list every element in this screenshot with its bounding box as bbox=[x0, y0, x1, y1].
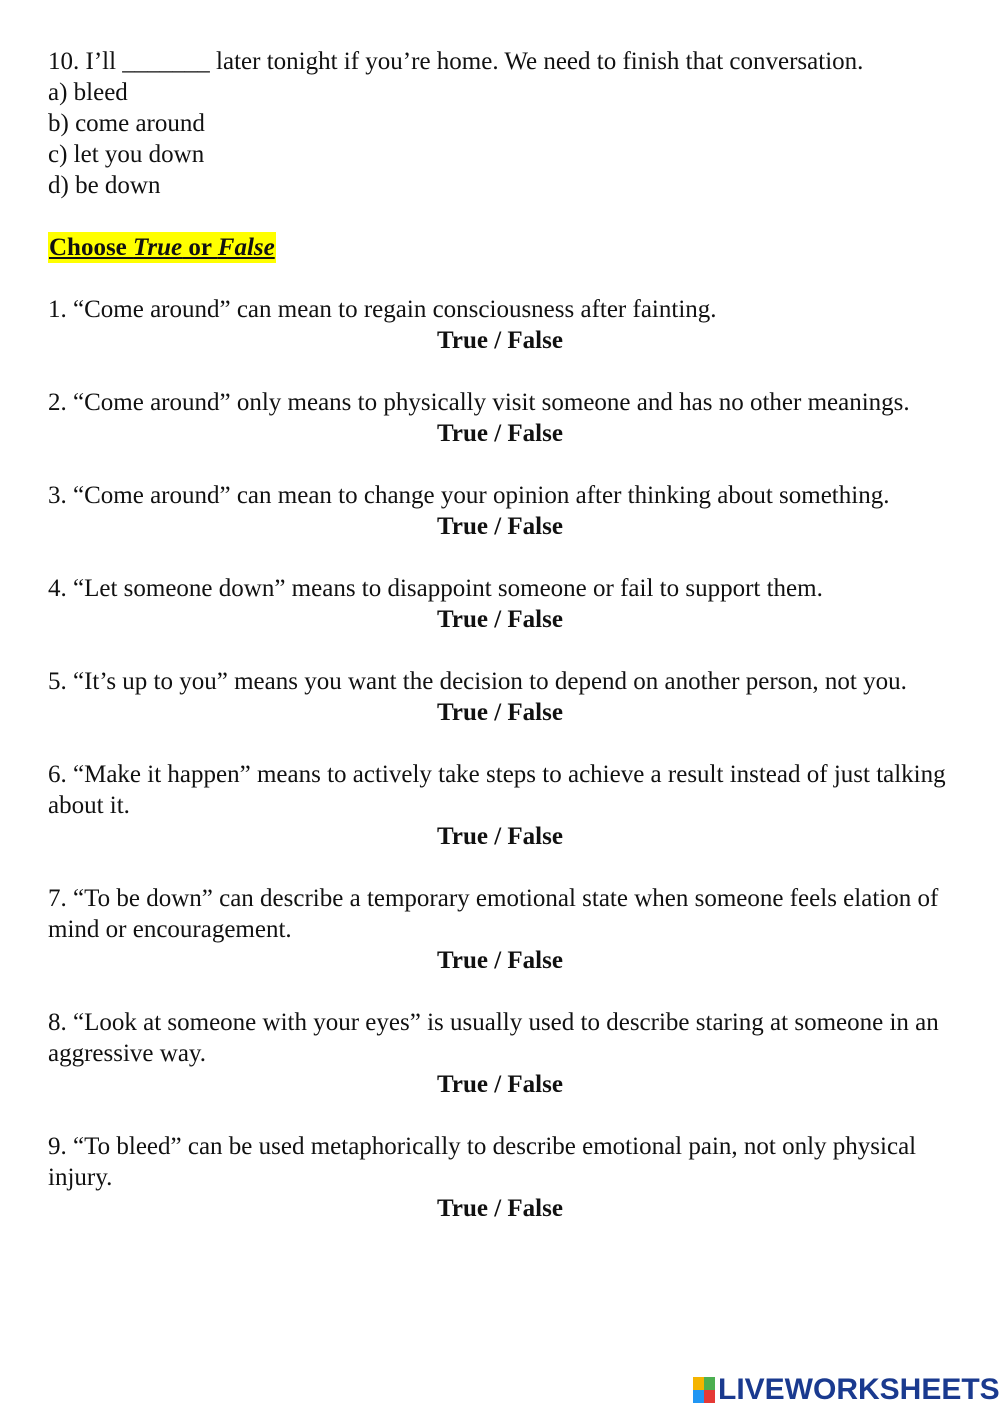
tf-item-9 bbox=[48, 1131, 958, 1224]
tf-statement: 1. “Come around” can mean to regain consciousness after fainting. bbox=[48, 296, 717, 323]
true-false-choice[interactable]: True / False bbox=[437, 420, 563, 447]
question-10-prompt: 10. I’ll _______ later tonight if you’re home. We need to finish that conversation. bbox=[48, 48, 864, 75]
option-d: d) be down bbox=[48, 172, 161, 199]
option-a: a) bleed bbox=[48, 79, 128, 106]
true-false-choice[interactable]: True / False bbox=[437, 699, 563, 726]
true-false-choice[interactable]: True / False bbox=[437, 823, 563, 850]
true-false-choice[interactable]: True / False bbox=[437, 1071, 563, 1098]
logo-square-1 bbox=[693, 1377, 704, 1390]
tf-statement: 5. “It’s up to you” means you want the decision to depend on another person, not you. bbox=[48, 668, 907, 695]
true-false-choice[interactable]: True / False bbox=[437, 327, 563, 354]
logo-square-3 bbox=[693, 1390, 704, 1403]
tf-item-4 bbox=[48, 573, 958, 635]
logo-square-4 bbox=[704, 1390, 715, 1403]
tf-item-3 bbox=[48, 480, 958, 542]
tf-item-6 bbox=[48, 759, 958, 852]
section-heading: Choose True or False bbox=[49, 234, 275, 261]
liveworksheets-logo bbox=[693, 1373, 1000, 1407]
worksheet-page bbox=[48, 46, 958, 1255]
tf-statement: 3. “Come around” can mean to change your opinion after thinking about something. bbox=[48, 482, 890, 509]
tf-item-5 bbox=[48, 666, 958, 728]
tf-item-8 bbox=[48, 1007, 958, 1100]
true-false-choice[interactable]: True / False bbox=[437, 513, 563, 540]
tf-item-1 bbox=[48, 294, 958, 356]
logo-square-2 bbox=[704, 1377, 715, 1390]
tf-statement: 9. “To bleed” can be used metaphorically to describe emotional pain, not only physical injury. bbox=[48, 1133, 917, 1191]
tf-item-2 bbox=[48, 387, 958, 449]
logo-text: LIVEWORKSHEETS bbox=[718, 1373, 1000, 1406]
logo-mark-icon bbox=[693, 1377, 715, 1403]
true-false-choice[interactable]: True / False bbox=[437, 947, 563, 974]
tf-statement: 8. “Look at someone with your eyes” is usually used to describe staring at someone in an aggressive way. bbox=[48, 1009, 939, 1067]
true-false-choice[interactable]: True / False bbox=[437, 606, 563, 633]
tf-statement: 7. “To be down” can describe a temporary emotional state when someone feels elation of mind or encouragement. bbox=[48, 885, 939, 943]
tf-statement: 4. “Let someone down” means to disappoint someone or fail to support them. bbox=[48, 575, 823, 602]
true-false-choice[interactable]: True / False bbox=[437, 1195, 563, 1222]
tf-item-7 bbox=[48, 883, 958, 976]
option-b: b) come around bbox=[48, 110, 205, 137]
tf-statement: 2. “Come around” only means to physically visit someone and has no other meanings. bbox=[48, 389, 910, 416]
option-c: c) let you down bbox=[48, 141, 205, 168]
tf-statement: 6. “Make it happen” means to actively take steps to achieve a result instead of just talking about it. bbox=[48, 761, 946, 819]
